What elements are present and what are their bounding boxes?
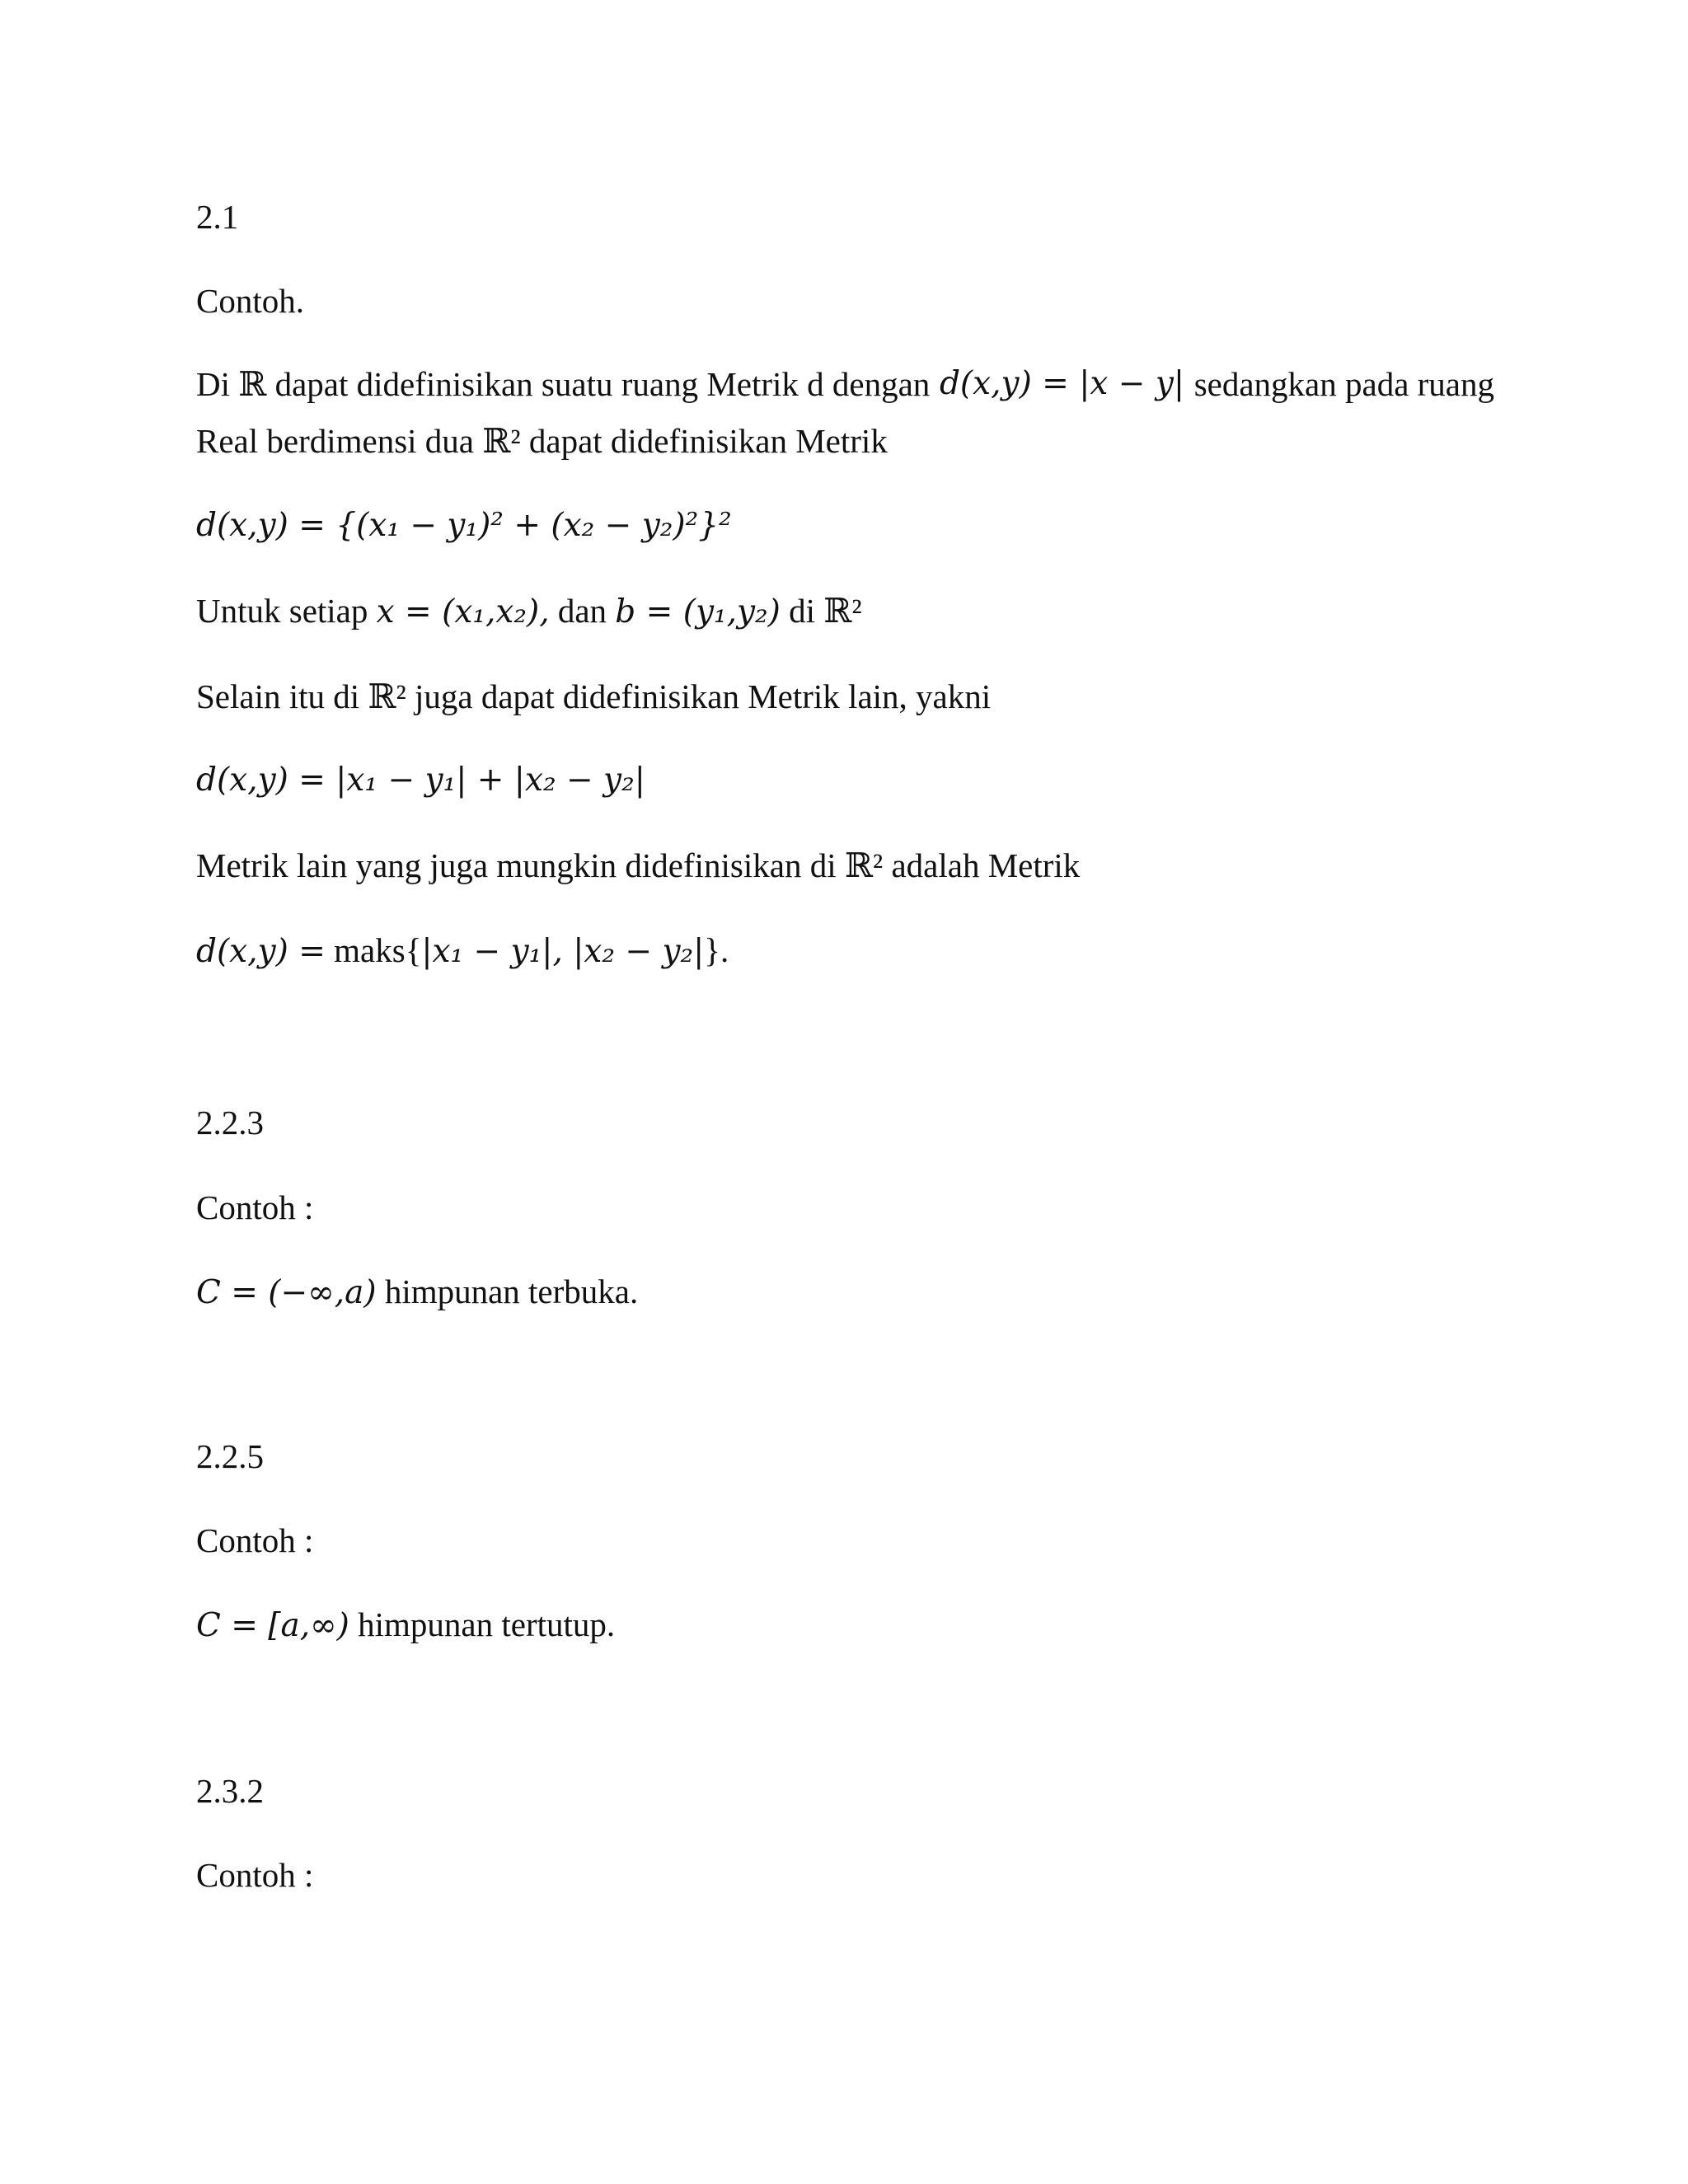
example-label: Contoh. (196, 282, 304, 320)
math-expression: d(x,y) = |x − y| (939, 365, 1185, 402)
paragraph-text: maks{ (334, 931, 422, 969)
paragraph-text: himpunan terbuka. (384, 1272, 639, 1310)
paragraph-line (196, 363, 1494, 405)
paragraph-line: Real berdimensi dua ℝ² dapat didefinisikan Metrik (196, 422, 888, 460)
statement-line (196, 1604, 615, 1647)
example-label: Contoh : (196, 1856, 314, 1894)
paragraph-text: Untuk setiap (196, 592, 368, 630)
paragraph-text: dan (557, 592, 607, 630)
math-expression: x = (x₁,x₂), (376, 593, 550, 630)
math-expression: C = (−∞,a) (196, 1274, 377, 1311)
example-label: Contoh : (196, 1521, 314, 1559)
section-number-2-2-5: 2.2.5 (196, 1437, 264, 1475)
math-expression: |x₁ − y₁|, |x₂ − y₂| (421, 933, 705, 970)
paragraph-text: Di ℝ dapat didefinisikan suatu ruang Metrik d dengan (196, 365, 931, 403)
math-expression: C = [a,∞) (196, 1607, 349, 1644)
section-number-2-2-3: 2.2.3 (196, 1104, 264, 1141)
formula-maximum (196, 930, 729, 972)
section-number-2-1: 2.1 (196, 198, 239, 236)
paragraph-text: di ℝ² (789, 592, 862, 630)
formula-taxicab: d(x,y) = |x₁ − y₁| + |x₂ − y₂| (196, 762, 645, 799)
paragraph-line: Metrik lain yang juga mungkin didefinisikan di ℝ² adalah Metrik (196, 846, 1081, 884)
paragraph-line: Selain itu di ℝ² juga dapat didefinisikan Metrik lain, yakni (196, 677, 992, 715)
formula-euclidean: d(x,y) = {(x₁ − y₁)² + (x₂ − y₂)²}² (196, 507, 732, 544)
paragraph-text: }. (704, 931, 729, 969)
example-label: Contoh : (196, 1188, 314, 1226)
paragraph-line (196, 590, 862, 633)
statement-line (196, 1271, 638, 1314)
math-expression: b = (y₁,y₂) (615, 593, 781, 630)
math-expression: d(x,y) = (196, 933, 326, 970)
section-number-2-3-2: 2.3.2 (196, 1772, 264, 1810)
paragraph-text: sedangkan pada ruang (1193, 365, 1494, 403)
paragraph-text: himpunan tertutup. (358, 1605, 616, 1643)
